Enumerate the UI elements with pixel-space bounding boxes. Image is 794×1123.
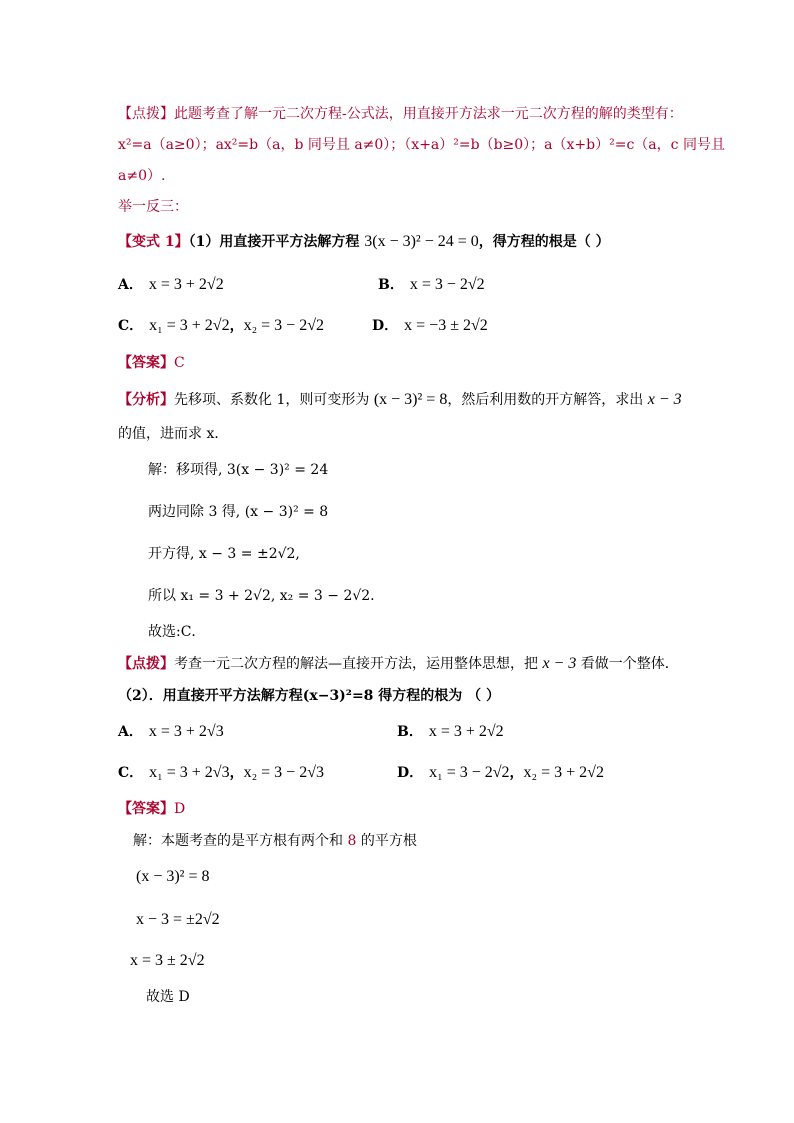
variant-1-stem: 【变式 1】（1）用直接开平方法解方程 3(x − 3)² − 24 = 0，得方程的根是（ ）: [118, 233, 610, 250]
variant-1-equation: 3(x − 3)² − 24 = 0: [364, 233, 479, 250]
solution-2-eq-2: x − 3 = ±2√2: [136, 911, 220, 928]
question-2-stem: （2）．用直接开平方法解方程(x−3)²=8 得方程的根为 （ ）: [118, 688, 501, 704]
q2-option-c: C． x₁ = 3 + 2√3，x₂ = 3 − 2√3: [118, 764, 324, 781]
q2-option-b: B． x = 3 + 2√2: [397, 723, 504, 740]
juyi-heading: 举一反三：: [118, 199, 188, 215]
solution-2-eq-1: (x − 3)² = 8: [136, 868, 210, 885]
q2-option-d: D． x₁ = 3 − 2√2，x₂ = 3 + 2√2: [397, 764, 604, 781]
q1-option-c: C． x₁ = 3 + 2√2，x₂ = 3 − 2√2: [118, 317, 324, 334]
answer-2: 【答案】D: [118, 801, 186, 817]
solution-2-end: 故选 D: [146, 989, 190, 1005]
solution-step-5: 故选:C．: [148, 624, 206, 640]
q1-option-d: D． x = −3 ± 2√2: [372, 317, 488, 334]
answer-1: 【答案】C: [118, 355, 185, 371]
solution-step-4: 所以 x₁ = 3 + 2√2, x₂ = 3 − 2√2.: [148, 588, 375, 604]
analysis-line-1: 【分析】先移项、系数化 1，则可变形为 (x − 3)² = 8，然后利用数的开方解答，求出 x − 3: [118, 391, 682, 408]
solution-2-intro: 解：本题考查的是平方根有两个和 8 的平方根: [133, 833, 417, 849]
note-2: 【点拨】考查一元二次方程的解法—直接开方法，运用整体思想，把 x − 3 看做一个整体．: [118, 655, 679, 672]
variant-1-label: 【变式 1】: [118, 234, 189, 250]
solution-step-2: 两边同除 3 得, (x − 3)² = 8: [148, 504, 329, 520]
note-line-1: 【点拨】此题考查了解一元二次方程-公式法，用直接开方法求一元二次方程的解的类型有：: [118, 106, 683, 122]
solution-step-1: 解：移项得, 3(x − 3)² = 24: [148, 462, 329, 478]
note-line-3: a≠0）.: [118, 168, 166, 184]
q1-option-a: A． x = 3 + 2√2: [118, 276, 224, 293]
solution-2-eq-3: x = 3 ± 2√2: [130, 952, 205, 969]
q1-option-b: B． x = 3 − 2√2: [378, 276, 485, 293]
note-line-2: x²=a（a≥0）；ax²=b（a，b 同号且 a≠0）；（x+a）²=b（b≥0）；a（x+b）²=c（a，c 同号且: [118, 137, 725, 153]
analysis-line-2: 的值，进而求 x．: [118, 426, 229, 442]
q2-option-a: A． x = 3 + 2√3: [118, 723, 224, 740]
solution-step-3: 开方得, x − 3 = ±2√2,: [148, 546, 300, 562]
